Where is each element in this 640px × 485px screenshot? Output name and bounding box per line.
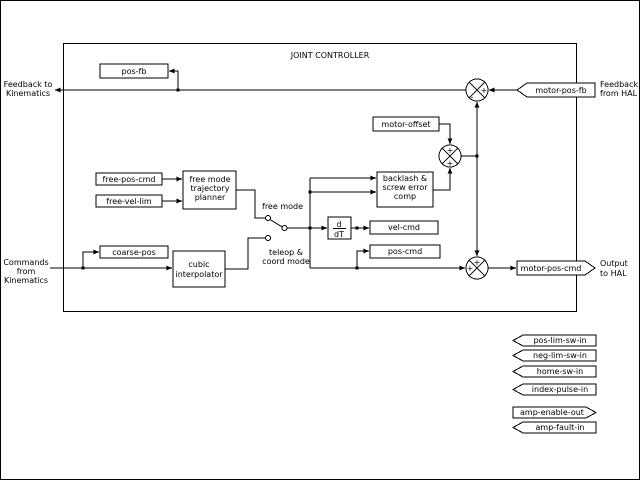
label-output-to-hal: to HAL bbox=[600, 269, 627, 278]
label-feedback-to-kinematics: Feedback to bbox=[3, 80, 53, 89]
label-commands-from-kinematics: Kinematics bbox=[3, 276, 49, 285]
label-teleop-coord-mode: teleop & bbox=[269, 248, 303, 257]
label-commands-from-kinematics: Commands bbox=[3, 258, 49, 267]
block-ddt-label: dT bbox=[334, 230, 344, 239]
plus-sign: + bbox=[446, 146, 454, 155]
block-motor-offset-label: motor-offset bbox=[381, 120, 431, 129]
block-backlash-label: screw error bbox=[382, 183, 428, 192]
block-free-pos-cmd-label: free-pos-cmd bbox=[102, 175, 156, 184]
label-output-to-hal: Output bbox=[600, 259, 628, 268]
switch-contact-free bbox=[266, 216, 271, 221]
junction-dot bbox=[309, 227, 312, 230]
label-commands-from-kinematics: from bbox=[16, 267, 36, 276]
hal-pin-label: amp-fault-in bbox=[535, 423, 585, 432]
block-cubic-interpolator-label: interpolator bbox=[175, 270, 223, 279]
label-feedback-from-hal: Feedback bbox=[600, 80, 639, 89]
hal-pin-label: amp-enable-out bbox=[520, 408, 584, 417]
block-trajectory-planner-label: planner bbox=[194, 193, 226, 202]
label-feedback-from-hal: from HAL bbox=[600, 89, 638, 98]
block-backlash-label: comp bbox=[393, 192, 417, 201]
block-cubic-interpolator bbox=[173, 251, 225, 287]
junction-dot bbox=[356, 267, 359, 270]
tag-motor-pos-cmd-label: motor-pos-cmd bbox=[520, 264, 582, 273]
hal-pin-label: neg-lim-sw-in bbox=[533, 351, 587, 360]
junction-dot bbox=[309, 191, 312, 194]
switch-contact-coord bbox=[266, 236, 271, 241]
hal-pin-label: index-pulse-in bbox=[531, 385, 589, 394]
block-cubic-interpolator-label: cubic bbox=[188, 260, 210, 269]
label-teleop-coord-mode: coord mode bbox=[262, 257, 310, 266]
plus-sign: + bbox=[480, 86, 488, 95]
block-coarse-pos-label: coarse-pos bbox=[112, 248, 156, 257]
block-trajectory-planner-label: trajectory bbox=[190, 184, 230, 193]
block-backlash-label: backlash & bbox=[382, 174, 428, 183]
block-pos-cmd-label: pos-cmd bbox=[387, 247, 423, 256]
hal-pin-label: home-sw-in bbox=[536, 367, 584, 376]
block-free-vel-lim-label: free-vel-lim bbox=[106, 197, 152, 206]
label-free-mode: free mode bbox=[262, 202, 304, 211]
plus-sign: + bbox=[473, 258, 481, 267]
switch-pole bbox=[282, 226, 287, 231]
junction-dot bbox=[177, 89, 180, 92]
diagram-title: JOINT CONTROLLER bbox=[290, 51, 370, 60]
block-ddt-label: d bbox=[336, 220, 342, 229]
block-pos-fb-label: pos-fb bbox=[121, 67, 147, 76]
tag-motor-pos-fb-label: motor-pos-fb bbox=[535, 86, 587, 95]
hal-pin-label: pos-lim-sw-in bbox=[533, 336, 587, 345]
junction-dot bbox=[82, 267, 85, 270]
plus-sign: + bbox=[466, 264, 474, 273]
junction-dot bbox=[356, 227, 359, 230]
plus-sign: + bbox=[446, 159, 454, 168]
minus-sign: - bbox=[470, 93, 474, 102]
junction-dot bbox=[476, 155, 479, 158]
block-trajectory-planner-label: free mode bbox=[189, 175, 231, 184]
label-feedback-to-kinematics: Kinematics bbox=[5, 89, 51, 98]
block-vel-cmd-label: vel-cmd bbox=[387, 223, 421, 232]
